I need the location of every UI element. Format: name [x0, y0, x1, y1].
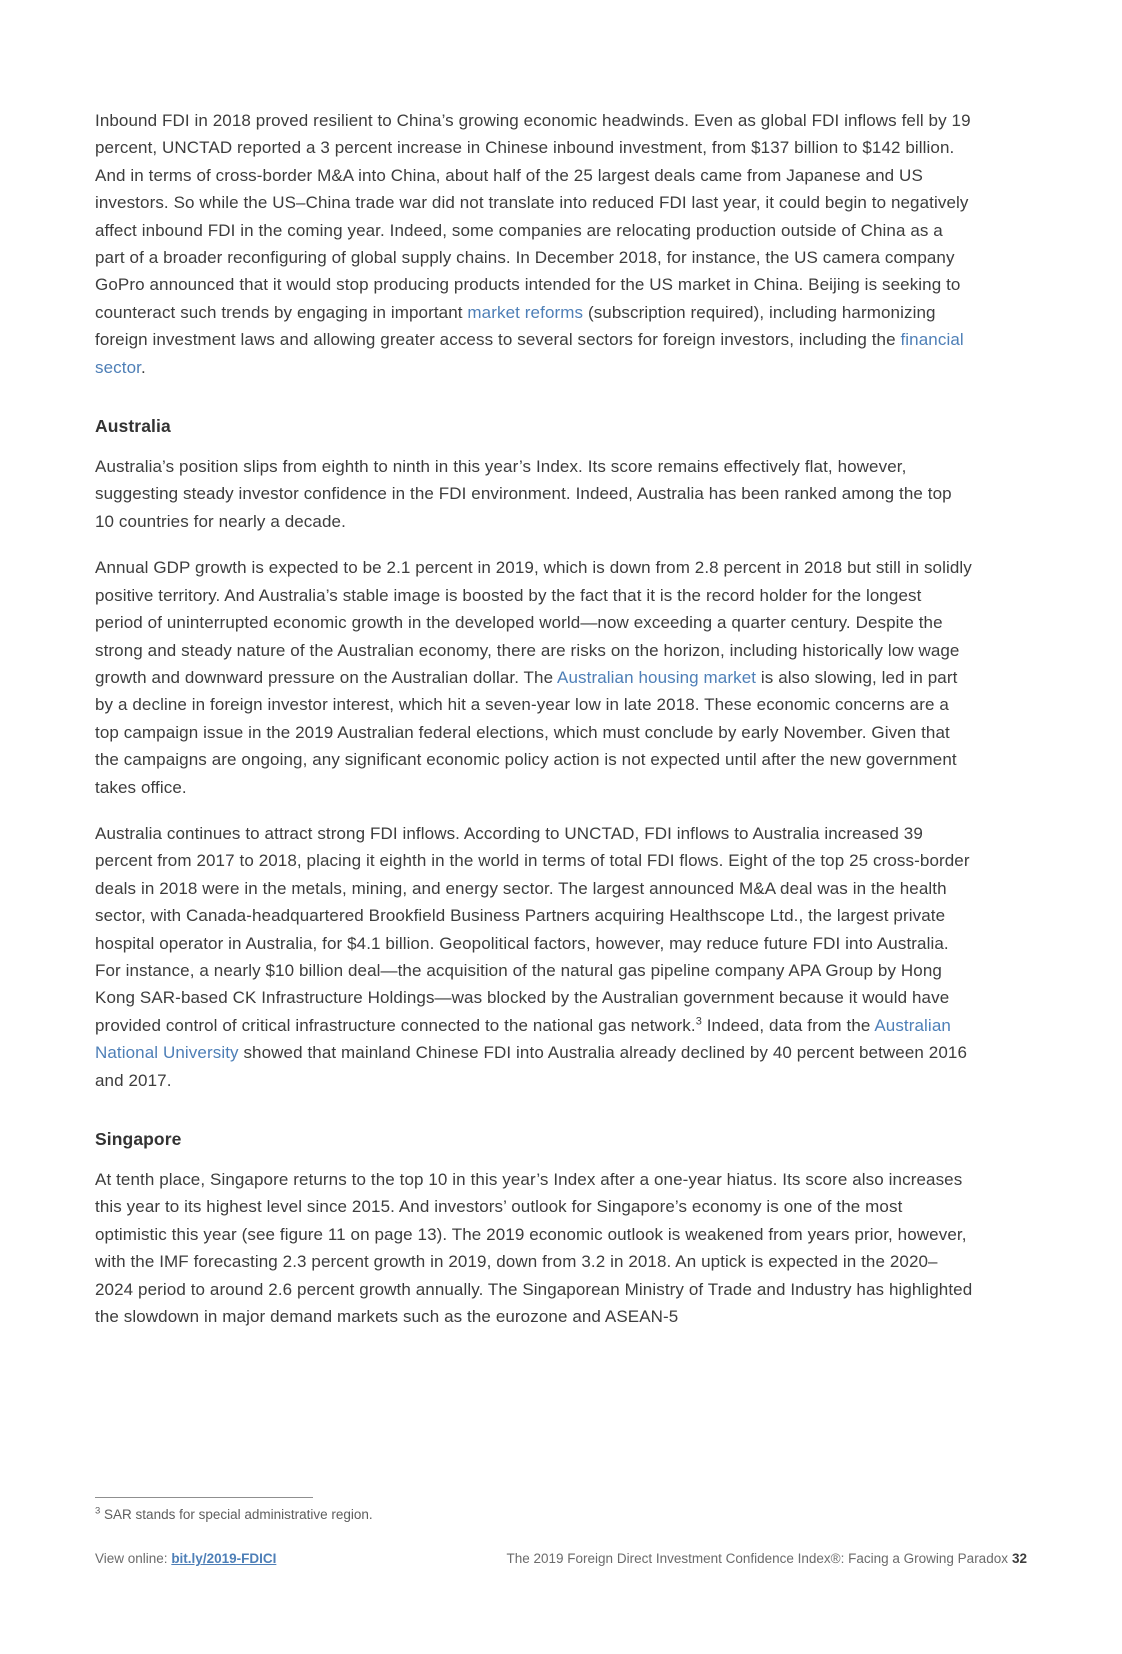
- australian-national-university-link[interactable]: Australian National University: [95, 1015, 951, 1063]
- footnote-text: SAR stands for special administrative region.: [100, 1507, 373, 1522]
- footer-title-block: [507, 1551, 1028, 1566]
- market-reforms-link[interactable]: market reforms: [467, 302, 584, 322]
- text-run: Indeed, data from the: [701, 1015, 875, 1035]
- view-online-link[interactable]: bit.ly/2019-FDICI: [171, 1551, 277, 1566]
- text-run: Annual GDP growth is expected to be 2.1 percent in 2019, which is down from 2.8 percent in 2018 but still in solidly positive territory. And Australia’s stable image is boosted by the fact that it is the record holder for the longest period of uninterrupted economic growth in the developed world—now exceeding a quarter century. Despite the strong and steady nature of the Australian economy, there are risks on the horizon, including historically low wage growth and downward pressure on the Australian dollar. The: [95, 558, 972, 687]
- text-run: (subscription required), including harmonizing foreign investment laws and allowing greater access to several sectors for foreign investors, including the: [95, 302, 936, 350]
- text-run: Australia continues to attract strong FDI inflows. According to UNCTAD, FDI inflows to Australia increased 39 percent from 2017 to 2018, placing it eighth in the world in terms of total FDI flows. Eight of the top 25 cross-border deals in 2018 were in the metals, mining, and energy sector. The largest announced M&A deal was in the health sector, with Canada-headquartered Brookfield Business Partners acquiring Healthscope Ltd., the largest private hospital operator in Australia, for $4.1 billion. Geopolitical factors, however, may reduce future FDI into Australia. For instance, a nearly $10 billion deal—the acquisition of the natural gas pipeline company APA Group by Hong Kong SAR-based CK Infrastructure Holdings—was blocked by the Australian government because it would have provided control of critical infrastructure connected to the national gas network.: [95, 823, 970, 1035]
- paragraph-australia-gdp: [95, 554, 974, 801]
- heading-singapore: Singapore: [95, 1129, 182, 1149]
- paragraph-singapore: At tenth place, Singapore returns to the top 10 in this year’s Index after a one-year hiatus. Its score also increases this year to its highest level since 2015. And investors’ outlook for Singapore’s economy is one of the most optimistic this year (see figure 11 on page 13). The 2019 economic outlook is weakened from years prior, however, with the IMF forecasting 2.3 percent growth in 2019, down from 3.2 in 2018. An uptick is expected in the 2020–2024 period to around 2.6 percent growth annually. The Singaporean Ministry of Trade and Industry has highlighted the slowdown in major demand markets such as the eurozone and ASEAN-5: [95, 1170, 973, 1327]
- paragraph-china-fdi: [95, 107, 974, 381]
- heading-australia: Australia: [95, 416, 171, 437]
- text-run: .: [140, 357, 146, 377]
- page-footer: [95, 1551, 1027, 1566]
- text-run: showed that mainland Chinese FDI into Australia already declined by 40 percent between 2016 and 2017.: [95, 1043, 967, 1090]
- paragraph-australia-ranking: Australia’s position slips from eighth to ninth in this year’s Index. Its score remains effectively flat, however, suggesting steady investor confidence in the FDI environment. Indeed, Australia has been ranked among the top 10 countries for nearly a decade.: [95, 457, 952, 531]
- footnote-reference: 3: [695, 1015, 702, 1028]
- footer-doc-title: The 2019 Foreign Direct Investment Confidence Index®: Facing a Growing Paradox: [506, 1551, 1008, 1566]
- text-run: is also slowing, led in part by a decline in foreign investor interest, which hit a seven-year low in late 2018. These economic concerns are a top campaign issue in the 2019 Australian federal elections, which must conclude by early November. Given that the campaigns are ongoing, any significant economic policy action is not expected until after the new government takes office.: [95, 667, 958, 797]
- footer-view-online: [95, 1551, 276, 1566]
- footnote: [95, 1505, 1027, 1524]
- footnote-marker: 3: [95, 1505, 101, 1517]
- financial-sector-link[interactable]: financial sector: [95, 330, 964, 377]
- view-online-label: View online:: [95, 1551, 172, 1566]
- text-run: Inbound FDI in 2018 proved resilient to China’s growing economic headwinds. Even as global FDI inflows fell by 19 percent, UNCTAD reported a 3 percent increase in Chinese inbound investment, from $137 billion to $142 billion. And in terms of cross-border M&A into China, about half of the 25 largest deals came from Japanese and US investors. So while the US–China trade war did not translate into reduced FDI last year, it could begin to negatively affect inbound FDI in the coming year. Indeed, some companies are relocating production outside of China as a part of a broader reconfiguring of global supply chains. In December 2018, for instance, the US camera company GoPro announced that it would stop producing products intended for the US market in China. Beijing is seeking to counteract such trends by engaging in important: [95, 111, 971, 322]
- footnote-divider: [95, 1497, 313, 1498]
- paragraph-australia-fdi-flows: [95, 820, 974, 1094]
- page-number: 32: [1011, 1551, 1027, 1566]
- page-bottom: [0, 1497, 1122, 1654]
- australian-housing-market-link[interactable]: Australian housing market: [557, 667, 757, 687]
